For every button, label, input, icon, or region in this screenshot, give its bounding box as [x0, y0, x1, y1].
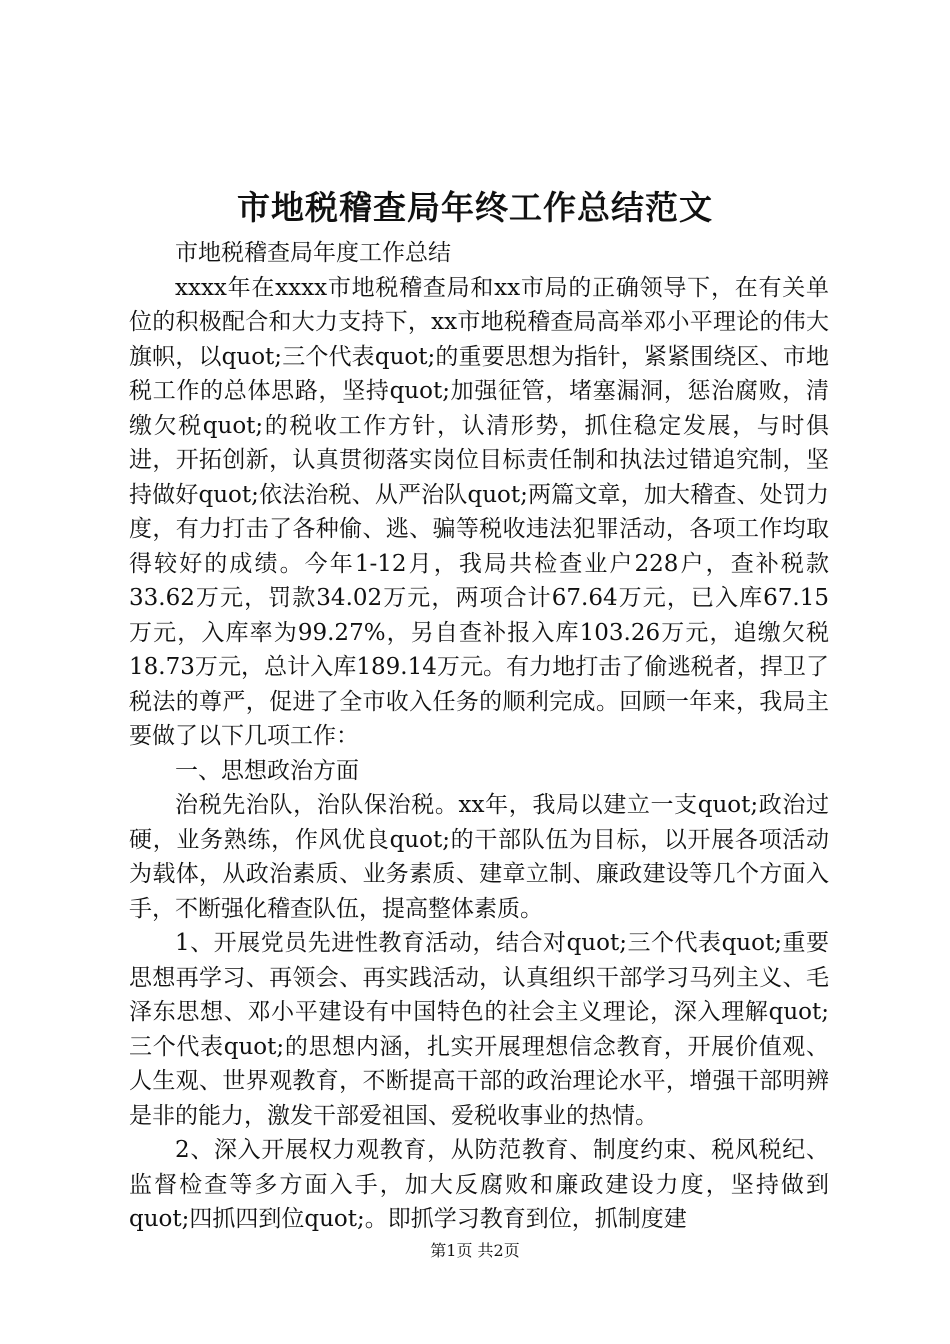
- body-paragraph-item-1: 1、开展党员先进性教育活动，结合对quot;三个代表quot;重要思想再学习、再领会、再实践活动，认真组织干部学习马列主义、毛泽东思想、邓小平建设有中国特色的社会主义理论，深入理解quot;三个代表quot;的思想内涵，扎实开展理想信念教育，开展价值观、人生观、世界观教育，不断提高干部的政治理论水平，增强干部明辨是非的能力，激发干部爱祖国、爱税收事业的热情。: [129, 930, 829, 1129]
- body-paragraph-item-2: 2、深入开展权力观教育，从防范教育、制度约束、税风税纪、监督检查等多方面入手，加大反腐败和廉政建设力度，坚持做到quot;四抓四到位quot;。即抓学习教育到位，抓制度建: [129, 1137, 829, 1232]
- document-body: [129, 236, 829, 1237]
- section-heading-ideology: 一、思想政治方面: [175, 757, 359, 784]
- page-footer: 第1页 共2页: [430, 1241, 520, 1260]
- document-title: 市地税稽查局年终工作总结范文: [237, 188, 713, 227]
- body-paragraph-ideology: 治税先治队，治队保治税。xx年，我局以建立一支quot;政治过硬，业务熟练，作风优良quot;的干部队伍为目标，以开展各项活动为载体，从政治素质、业务素质、建章立制、廉政建设等几个方面入手，不断强化稽查队伍，提高整体素质。: [129, 792, 829, 922]
- body-paragraph-intro: xxxx年在xxxx市地税稽查局和xx市局的正确领导下，在有关单位的积极配合和大力支持下，xx市地税稽查局高举邓小平理论的伟大旗帜，以quot;三个代表quot;的重要思想为指针，紧紧围绕区、市地税工作的总体思路，坚持quot;加强征管，堵塞漏洞，惩治腐败，清缴欠税quot;的税收工作方针，认清形势，抓住稳定发展，与时俱进，开拓创新，认真贯彻落实岗位目标责任制和执法过错追究制，坚持做好quot;依法治税、从严治队quot;两篇文章，加大稽查、处罚力度，有力打击了各种偷、逃、骗等税收违法犯罪活动，各项工作均取得较好的成绩。今年1-12月，我局共检查业户228户，查补税款33.62万元，罚款34.02万元，两项合计67.64万元，已入库67.15万元，入库率为99.27%，另自查补报入库103.26万元，追缴欠税18.73万元，总计入库189.14万元。有力地打击了偷逃税者，捍卫了税法的尊严，促进了全市收入任务的顺利完成。回顾一年来，我局主要做了以下几项工作：: [129, 274, 829, 749]
- body-paragraph-subtitle: 市地税稽查局年度工作总结: [175, 240, 451, 266]
